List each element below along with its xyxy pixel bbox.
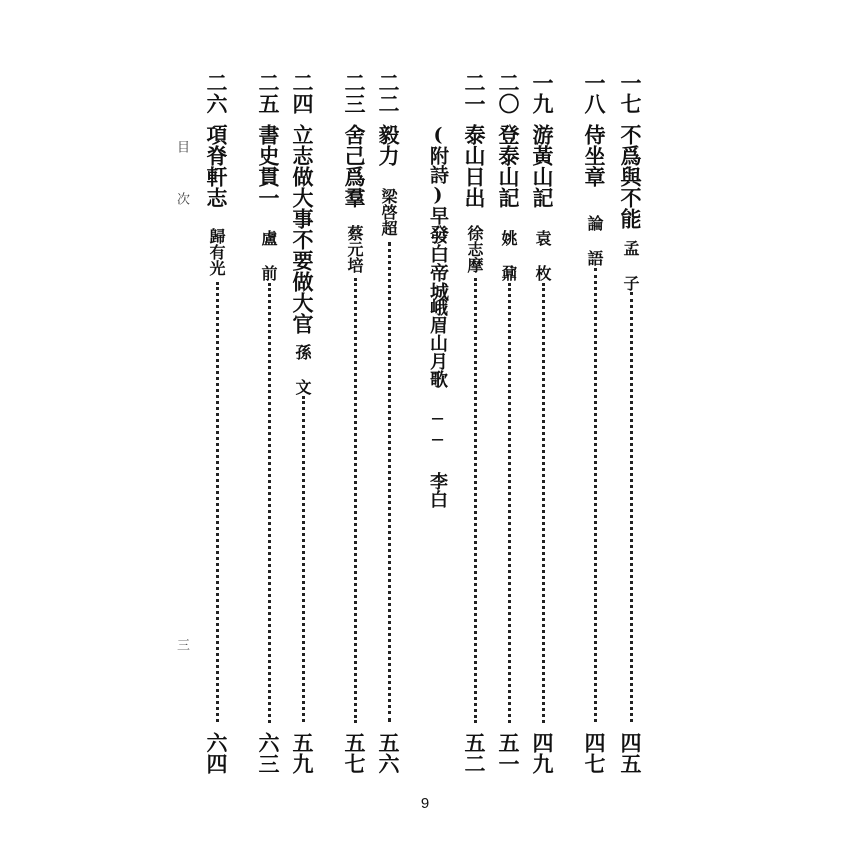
entry-page: 五一 bbox=[496, 732, 521, 774]
entry-number: 二三 bbox=[342, 72, 367, 114]
entry-page: 四五 bbox=[618, 732, 643, 774]
appended-poem-title: (附詩)早發白帝城 bbox=[427, 124, 449, 301]
entry-title: 泰山日出 bbox=[462, 124, 487, 208]
margin-page-number: 三 bbox=[174, 638, 189, 651]
entry-page: 五二 bbox=[462, 732, 487, 774]
leader-dots bbox=[594, 268, 597, 722]
entry-title: 侍坐章 bbox=[582, 124, 607, 187]
entry-author: 姚 鼐 bbox=[499, 230, 518, 281]
leader-dots bbox=[630, 292, 633, 722]
entry-page: 六三 bbox=[256, 732, 281, 774]
entry-author: 徐志摩 bbox=[465, 225, 484, 273]
entry-title: 立志做大事不要做大官 bbox=[290, 124, 315, 334]
entry-author: 蔡元培 bbox=[345, 225, 364, 273]
entry-number: 二四 bbox=[290, 72, 315, 114]
entry-number: 二五 bbox=[256, 72, 281, 114]
entry-page: 四七 bbox=[582, 732, 607, 774]
entry-page: 五七 bbox=[342, 732, 367, 774]
entry-author: 歸有光 bbox=[207, 228, 226, 276]
entry-title: 登泰山記 bbox=[496, 124, 521, 208]
entry-number: 一八 bbox=[582, 72, 607, 114]
entry-number: 一七 bbox=[618, 72, 643, 114]
entry-title: 書史貫一 bbox=[256, 124, 281, 208]
entry-page: 六四 bbox=[204, 732, 229, 774]
entry-number: 二一 bbox=[462, 72, 487, 114]
entry-title: 舍己爲羣 bbox=[342, 124, 367, 208]
leader-dots bbox=[268, 283, 271, 723]
entry-author: 論 語 bbox=[585, 215, 604, 266]
leader-dots bbox=[508, 283, 511, 723]
appended-poem-author: 峨眉山月歌 ── 李白 bbox=[427, 298, 448, 508]
leader-dots bbox=[216, 282, 219, 722]
leader-dots bbox=[542, 283, 545, 723]
entry-page: 四九 bbox=[530, 732, 555, 774]
entry-title: 毅力 bbox=[376, 124, 401, 166]
entry-number: 一九 bbox=[530, 72, 555, 114]
entry-title: 項脊軒志 bbox=[204, 124, 229, 208]
entry-page: 五六 bbox=[376, 732, 401, 774]
leader-dots bbox=[302, 396, 305, 722]
entry-author: 盧 前 bbox=[259, 230, 278, 281]
entry-author: 袁 枚 bbox=[533, 230, 552, 281]
entry-author: 孫 文 bbox=[293, 344, 312, 395]
entry-title: 游黃山記 bbox=[530, 124, 555, 208]
leader-dots bbox=[354, 278, 357, 723]
entry-number: 二二 bbox=[376, 72, 401, 114]
leader-dots bbox=[388, 242, 391, 722]
section-label: 目 次 bbox=[174, 140, 189, 217]
entry-author: 孟 子 bbox=[621, 240, 640, 291]
entry-number: 二〇 bbox=[496, 72, 521, 114]
entry-number: 二六 bbox=[204, 72, 229, 114]
entry-title: 不爲與不能 bbox=[618, 124, 643, 229]
entry-page: 五九 bbox=[290, 732, 315, 774]
folio-page-number: 9 bbox=[420, 795, 430, 812]
leader-dots bbox=[474, 278, 477, 723]
entry-author: 梁啓超 bbox=[379, 188, 398, 236]
